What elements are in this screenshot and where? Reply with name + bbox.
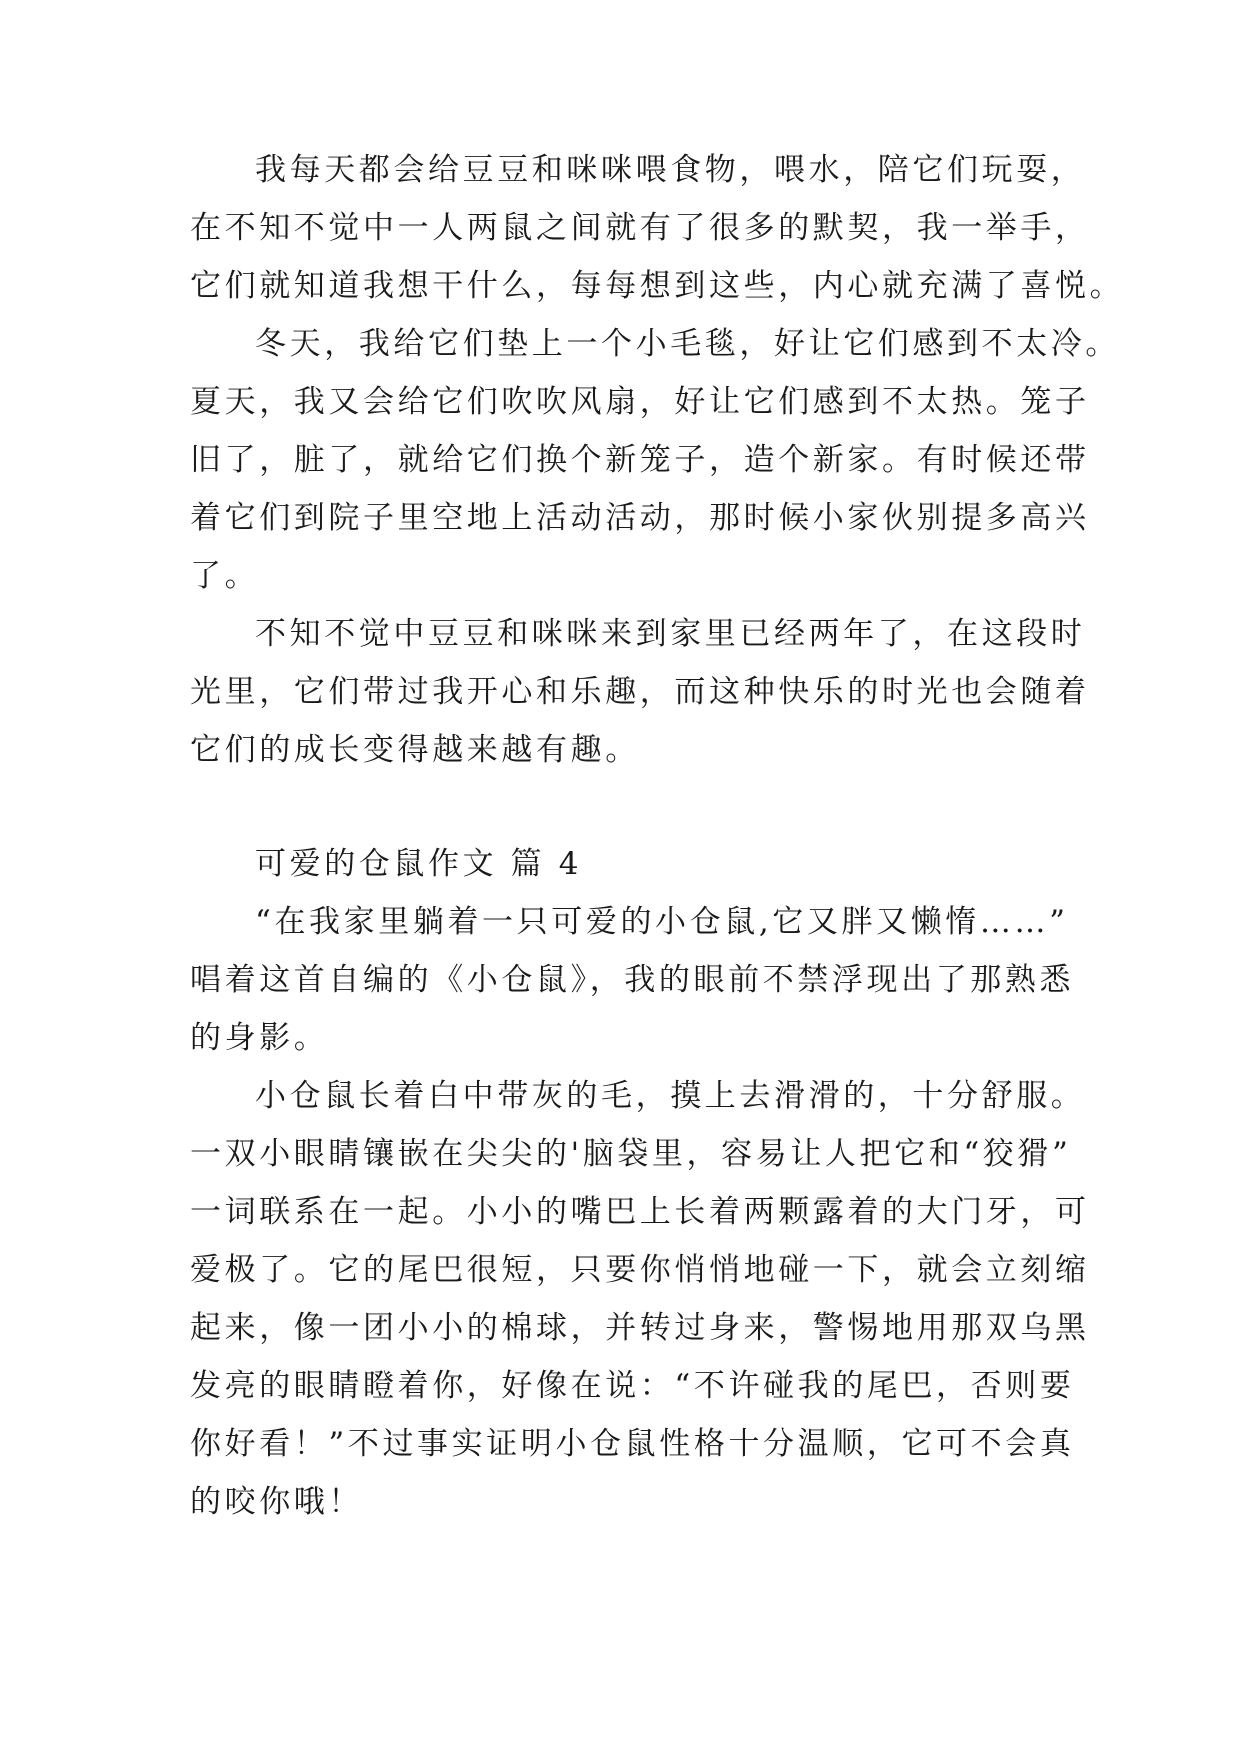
text-line: 一双小眼睛镶嵌在尖尖的'脑袋里，容易让人把它和“狡猾” <box>190 1136 1072 1172</box>
text-line: 夏天，我又会给它们吹吹风扇，好让它们感到不太热。笼子 <box>190 384 1090 420</box>
text-line: 一词联系在一起。小小的嘴巴上长着两颗露着的大门牙，可 <box>190 1194 1090 1230</box>
text-line: 不知不觉中豆豆和咪咪来到家里已经两年了，在这段时 <box>255 616 1086 652</box>
text-line: 它们的成长变得越来越有趣。 <box>190 732 640 768</box>
text-line: 你好看！”不过事实证明小仓鼠性格十分温顺，它可不会真 <box>190 1426 1075 1462</box>
text-line: 的咬你哦！ <box>190 1484 363 1520</box>
text-line: 发亮的眼睛瞪着你，好像在说：“不许碰我的尾巴，否则要 <box>190 1368 1075 1404</box>
text-line: “在我家里躺着一只可爱的小仓鼠,它又胖又懒惰……” <box>255 904 1069 940</box>
text-line: 光里，它们带过我开心和乐趣，而这种快乐的时光也会随着 <box>190 674 1090 710</box>
text-line: 爱极了。它的尾巴很短，只要你悄悄地碰一下，就会立刻缩 <box>190 1252 1090 1288</box>
section-heading: 可爱的仓鼠作文 篇 4 <box>255 846 583 882</box>
text-line: 小仓鼠长着白中带灰的毛，摸上去滑滑的，十分舒服。 <box>255 1078 1086 1114</box>
text-line: 唱着这首自编的《小仓鼠》，我的眼前不禁浮现出了那熟悉 <box>190 962 1075 998</box>
text-line: 了。 <box>190 558 260 594</box>
text-line: 起来，像一团小小的棉球，并转过身来，警惕地用那双乌黑 <box>190 1310 1090 1346</box>
text-line: 它们就知道我想干什么，每每想到这些，内心就充满了喜悦。 <box>190 268 1125 304</box>
text-line: 的身影。 <box>190 1020 329 1056</box>
text-line: 着它们到院子里空地上活动活动，那时候小家伙别提多高兴 <box>190 500 1090 536</box>
text-line: 我每天都会给豆豆和咪咪喂食物，喂水，陪它们玩耍， <box>255 152 1086 188</box>
text-line: 旧了，脏了，就给它们换个新笼子，造个新家。有时候还带 <box>190 442 1090 478</box>
text-line: 冬天，我给它们垫上一个小毛毯，好让它们感到不太冷。 <box>255 326 1120 362</box>
text-line: 在不知不觉中一人两鼠之间就有了很多的默契，我一举手， <box>190 210 1090 246</box>
